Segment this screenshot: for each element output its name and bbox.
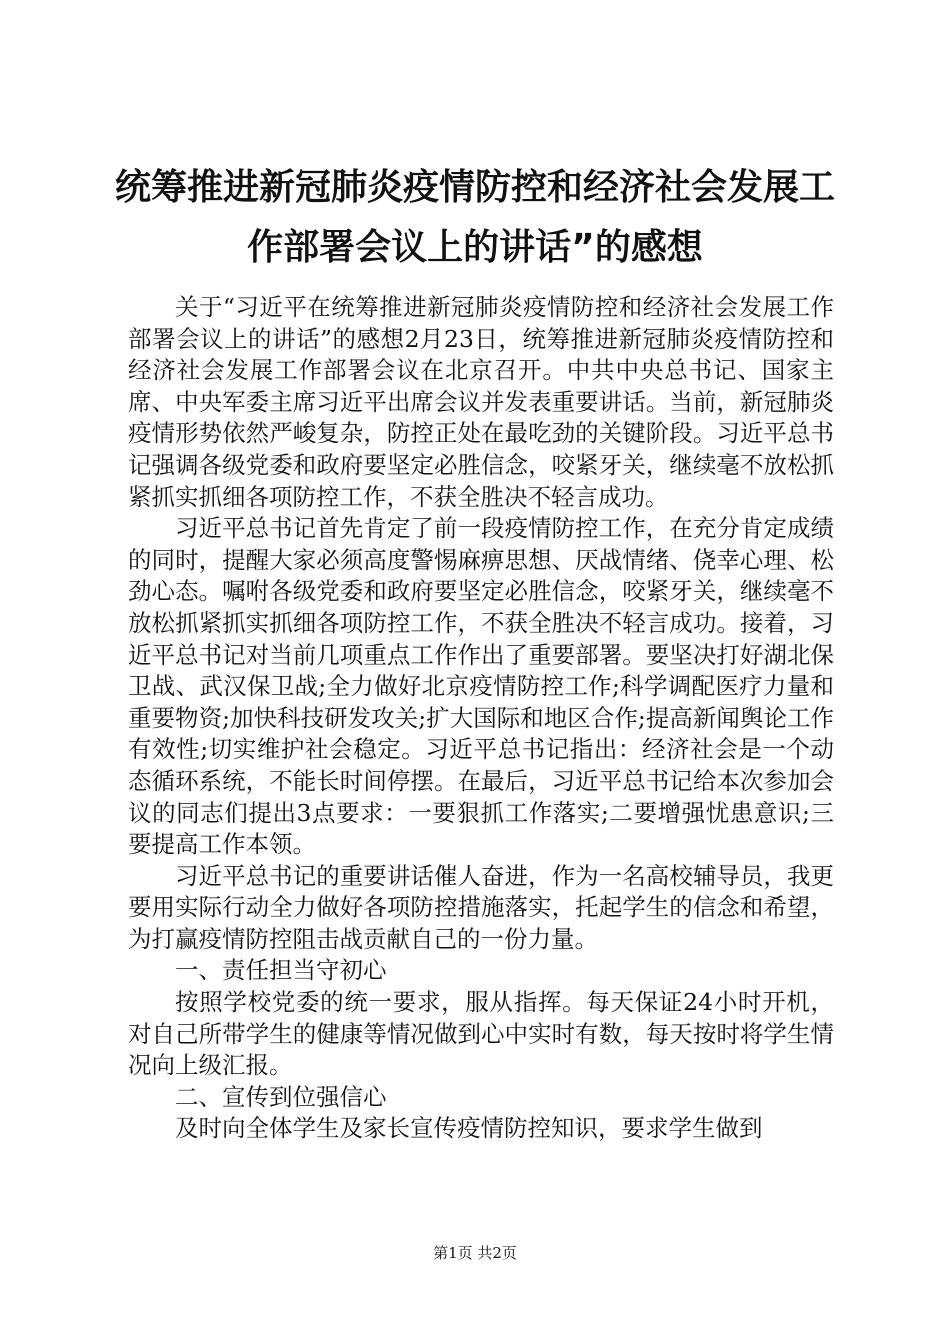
paragraph-speech-summary: 习近平总书记首先肯定了前一段疫情防控工作，在充分肯定成绩的同时，提醒大家必须高度警惕麻痹思想、厌战情绪、侥幸心理、松劲心态。嘱咐各级党委和政府要坚定必胜信念，咬紧牙关，继续毫不放松抓紧抓实抓细各项防控工作，不获全胜决不轻言成功。接着，习近平总书记对当前几项重点工作作出了重要部署。要坚决打好湖北保卫战、武汉保卫战;全力做好北京疫情防控工作;科学调配医疗力量和重要物资;加快科技研发攻关;扩大国际和地区合作;提高新闻舆论工作有效性;切实维护社会稳定。习近平总书记指出：经济社会是一个动态循环系统，不能长时间停摆。在最后，习近平总书记给本次参加会议的同志们提出3点要求：一要狠抓工作落实;二要增强忧患意识;三要提高工作本领。 — [128, 514, 834, 859]
section-text-2: 及时向全体学生及家长宣传疫情防控知识，要求学生做到 — [175, 1114, 763, 1143]
section-heading-2: 二、宣传到位强信心 — [175, 1082, 387, 1111]
document-body — [128, 292, 834, 1145]
page-footer: 第1页 共2页 — [433, 1244, 517, 1262]
paragraph-intro: 关于“习近平在统筹推进新冠肺炎疫情防控和经济社会发展工作部署会议上的讲话”的感想2月23日，统筹推进新冠肺炎疫情防控和经济社会发展工作部署会议在北京召开。中共中央总书记、国家主席、中央军委主席习近平出席会议并发表重要讲话。当前，新冠肺炎疫情形势依然严峻复杂，防控正处在最吃劲的关键阶段。习近平总书记强调各级党委和政府要坚定必胜信念，咬紧牙关，继续毫不放松抓紧抓实抓细各项防控工作，不获全胜决不轻言成功。 — [128, 293, 834, 511]
section-text-1: 按照学校党委的统一要求，服从指挥。每天保证24小时开机，对自己所带学生的健康等情况做到心中实时有数，每天按时将学生情况向上级汇报。 — [128, 988, 834, 1080]
document-title: 统筹推进新冠肺炎疫情防控和经济社会发展工作部署会议上的讲话”的感想 — [114, 167, 835, 268]
section-heading-1: 一、责任担当守初心 — [175, 956, 387, 985]
paragraph-reflection: 习近平总书记的重要讲话催人奋进，作为一名高校辅导员，我更要用实际行动全力做好各项防控措施落实，托起学生的信念和希望，为打赢疫情防控阻击战贡献自己的一份力量。 — [128, 861, 834, 953]
